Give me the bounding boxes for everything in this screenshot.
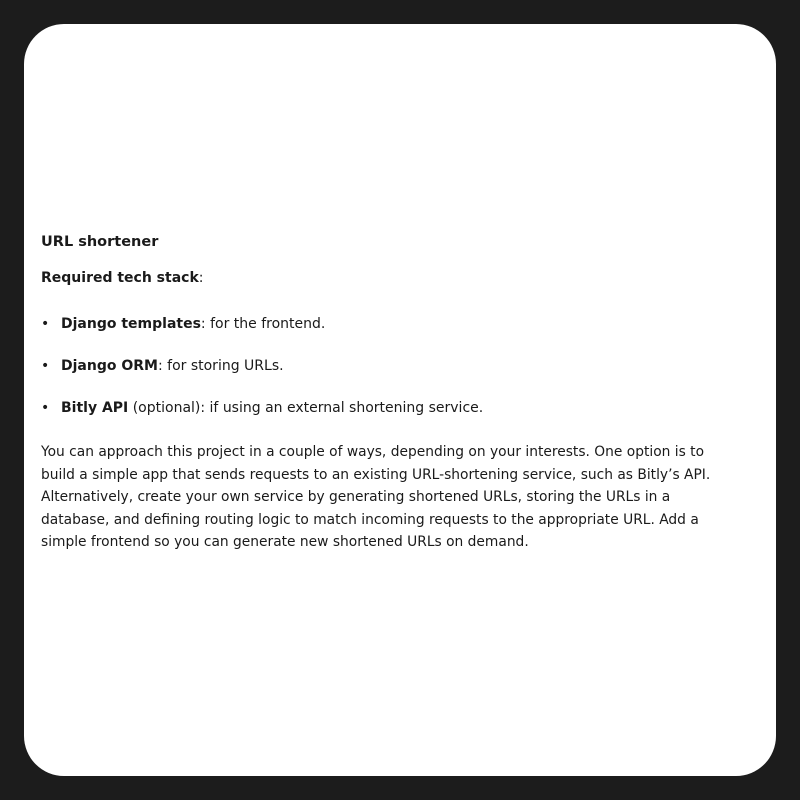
list-item-text: : for the frontend. [200,316,326,332]
tech-stack-label-text: Required tech stack [41,270,199,286]
list-item [41,315,741,333]
list-item-bold: Django ORM [61,358,158,374]
tech-stack-list [41,315,741,417]
list-item-bold: Bitly API [61,400,129,416]
content-card [24,24,776,776]
article-body [41,233,741,554]
list-item-text: : for storing URLs. [157,358,284,374]
description-paragraph: You can approach this project in a couple of ways, depending on your interests. One option is to build a simple app that sends requests to an existing URL-shortening service, such as Bitly’s API. Alternatively, create your own service by generating shortened URLs, storing the URLs in a database, and defining routing logic to match incoming requests to the appropriate URL. Add a simple frontend so you can generate new shortened URLs on demand. [41,444,711,550]
list-item [41,399,741,417]
tech-stack-colon: : [198,270,204,286]
section-heading: URL shortener [41,234,159,250]
tech-stack-label [41,269,741,287]
list-item-bold: Django templates [61,316,201,332]
list-item [41,357,741,375]
list-item-text: (optional): if using an external shortening service. [128,400,484,416]
